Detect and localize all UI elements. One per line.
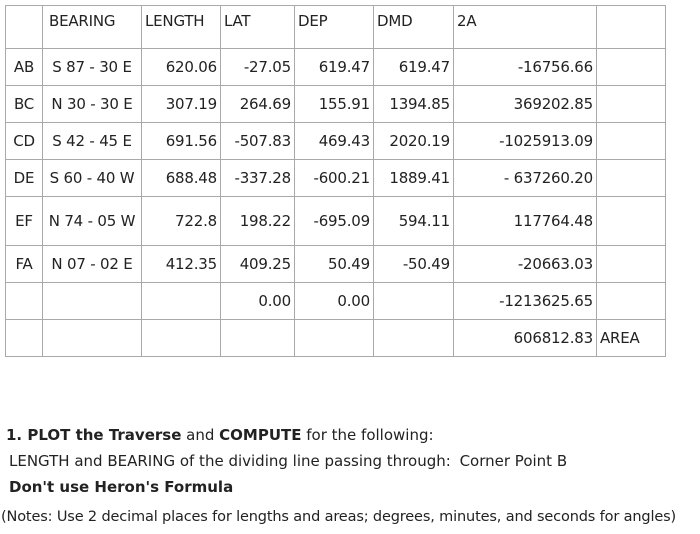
cell-dmd (374, 283, 454, 320)
cell-line: EF (6, 197, 43, 246)
totals-row (6, 283, 666, 320)
instruction-corner-point: Corner Point B (459, 452, 568, 470)
instruction-and: and (181, 426, 220, 444)
cell-dep (295, 320, 374, 357)
table-row (6, 49, 666, 86)
instruction-suffix: for the following: (301, 426, 434, 444)
cell-dep: 619.47 (295, 49, 374, 86)
cell-dep-sum: 0.00 (295, 283, 374, 320)
table-row (6, 123, 666, 160)
cell-length (142, 320, 221, 357)
cell-extra (597, 123, 666, 160)
cell-dmd: 619.47 (374, 49, 454, 86)
table-row (6, 246, 666, 283)
header-lat: LAT (221, 6, 295, 49)
cell-length: 691.56 (142, 123, 221, 160)
cell-bearing (43, 320, 142, 357)
cell-extra (597, 283, 666, 320)
cell-bearing: S 60 - 40 W (43, 160, 142, 197)
cell-length: 412.35 (142, 246, 221, 283)
cell-lat (221, 320, 295, 357)
cell-dep: 50.49 (295, 246, 374, 283)
header-row (6, 6, 666, 49)
cell-line (6, 320, 43, 357)
header-2a: 2A (454, 6, 597, 49)
instruction-dividing-line: LENGTH and BEARING of the dividing line passing through: (9, 452, 451, 470)
cell-line (6, 283, 43, 320)
instruction-number: 1. (6, 426, 28, 444)
cell-dep: 155.91 (295, 86, 374, 123)
cell-lat-sum: 0.00 (221, 283, 295, 320)
cell-dmd: 1889.41 (374, 160, 454, 197)
cell-2a-sum: -1213625.65 (454, 283, 597, 320)
cell-2a: 369202.85 (454, 86, 597, 123)
cell-dmd: -50.49 (374, 246, 454, 283)
table-row (6, 86, 666, 123)
cell-lat: -337.28 (221, 160, 295, 197)
cell-line: BC (6, 86, 43, 123)
cell-dmd: 594.11 (374, 197, 454, 246)
cell-dmd (374, 320, 454, 357)
cell-bearing: S 87 - 30 E (43, 49, 142, 86)
area-row (6, 320, 666, 357)
cell-dmd: 1394.85 (374, 86, 454, 123)
cell-lat: 409.25 (221, 246, 295, 283)
cell-extra (597, 160, 666, 197)
cell-extra (597, 86, 666, 123)
cell-length: 722.8 (142, 197, 221, 246)
header-dep: DEP (295, 6, 374, 49)
instruction-notes: (Notes: Use 2 decimal places for lengths and areas; degrees, minutes, and seconds for angles) (1, 509, 677, 525)
cell-bearing: N 74 - 05 W (43, 197, 142, 246)
table-row (6, 197, 666, 246)
cell-lat: -27.05 (221, 49, 295, 86)
cell-bearing: S 42 - 45 E (43, 123, 142, 160)
header-extra (597, 6, 666, 49)
cell-2a: -16756.66 (454, 49, 597, 86)
cell-extra (597, 246, 666, 283)
instruction-compute: COMPUTE (219, 426, 302, 444)
cell-2a: -20663.03 (454, 246, 597, 283)
cell-extra (597, 49, 666, 86)
cell-bearing: N 30 - 30 E (43, 86, 142, 123)
cell-dep: 469.43 (295, 123, 374, 160)
instruction-line-2 (9, 452, 567, 470)
cell-length: 307.19 (142, 86, 221, 123)
traverse-table (5, 5, 666, 357)
cell-extra (597, 197, 666, 246)
instruction-line-3 (9, 478, 233, 496)
cell-line: DE (6, 160, 43, 197)
cell-line: FA (6, 246, 43, 283)
cell-2a: 117764.48 (454, 197, 597, 246)
header-bearing: BEARING (43, 6, 142, 49)
cell-lat: -507.83 (221, 123, 295, 160)
instruction-line-1 (6, 426, 434, 444)
cell-lat: 264.69 (221, 86, 295, 123)
cell-length (142, 283, 221, 320)
cell-area-value: 606812.83 (454, 320, 597, 357)
instruction-plot: PLOT the Traverse (27, 426, 182, 444)
cell-line: CD (6, 123, 43, 160)
header-dmd: DMD (374, 6, 454, 49)
header-length: LENGTH (142, 6, 221, 49)
cell-2a: -1025913.09 (454, 123, 597, 160)
cell-dep: -600.21 (295, 160, 374, 197)
cell-dmd: 2020.19 (374, 123, 454, 160)
cell-bearing: N 07 - 02 E (43, 246, 142, 283)
cell-2a: - 637260.20 (454, 160, 597, 197)
instruction-no-heron: Don't use Heron's Formula (9, 478, 234, 496)
cell-length: 620.06 (142, 49, 221, 86)
cell-bearing (43, 283, 142, 320)
header-line (6, 6, 43, 49)
cell-line: AB (6, 49, 43, 86)
cell-area-label: AREA (597, 320, 666, 357)
cell-lat: 198.22 (221, 197, 295, 246)
cell-dep: -695.09 (295, 197, 374, 246)
table-row (6, 160, 666, 197)
cell-length: 688.48 (142, 160, 221, 197)
